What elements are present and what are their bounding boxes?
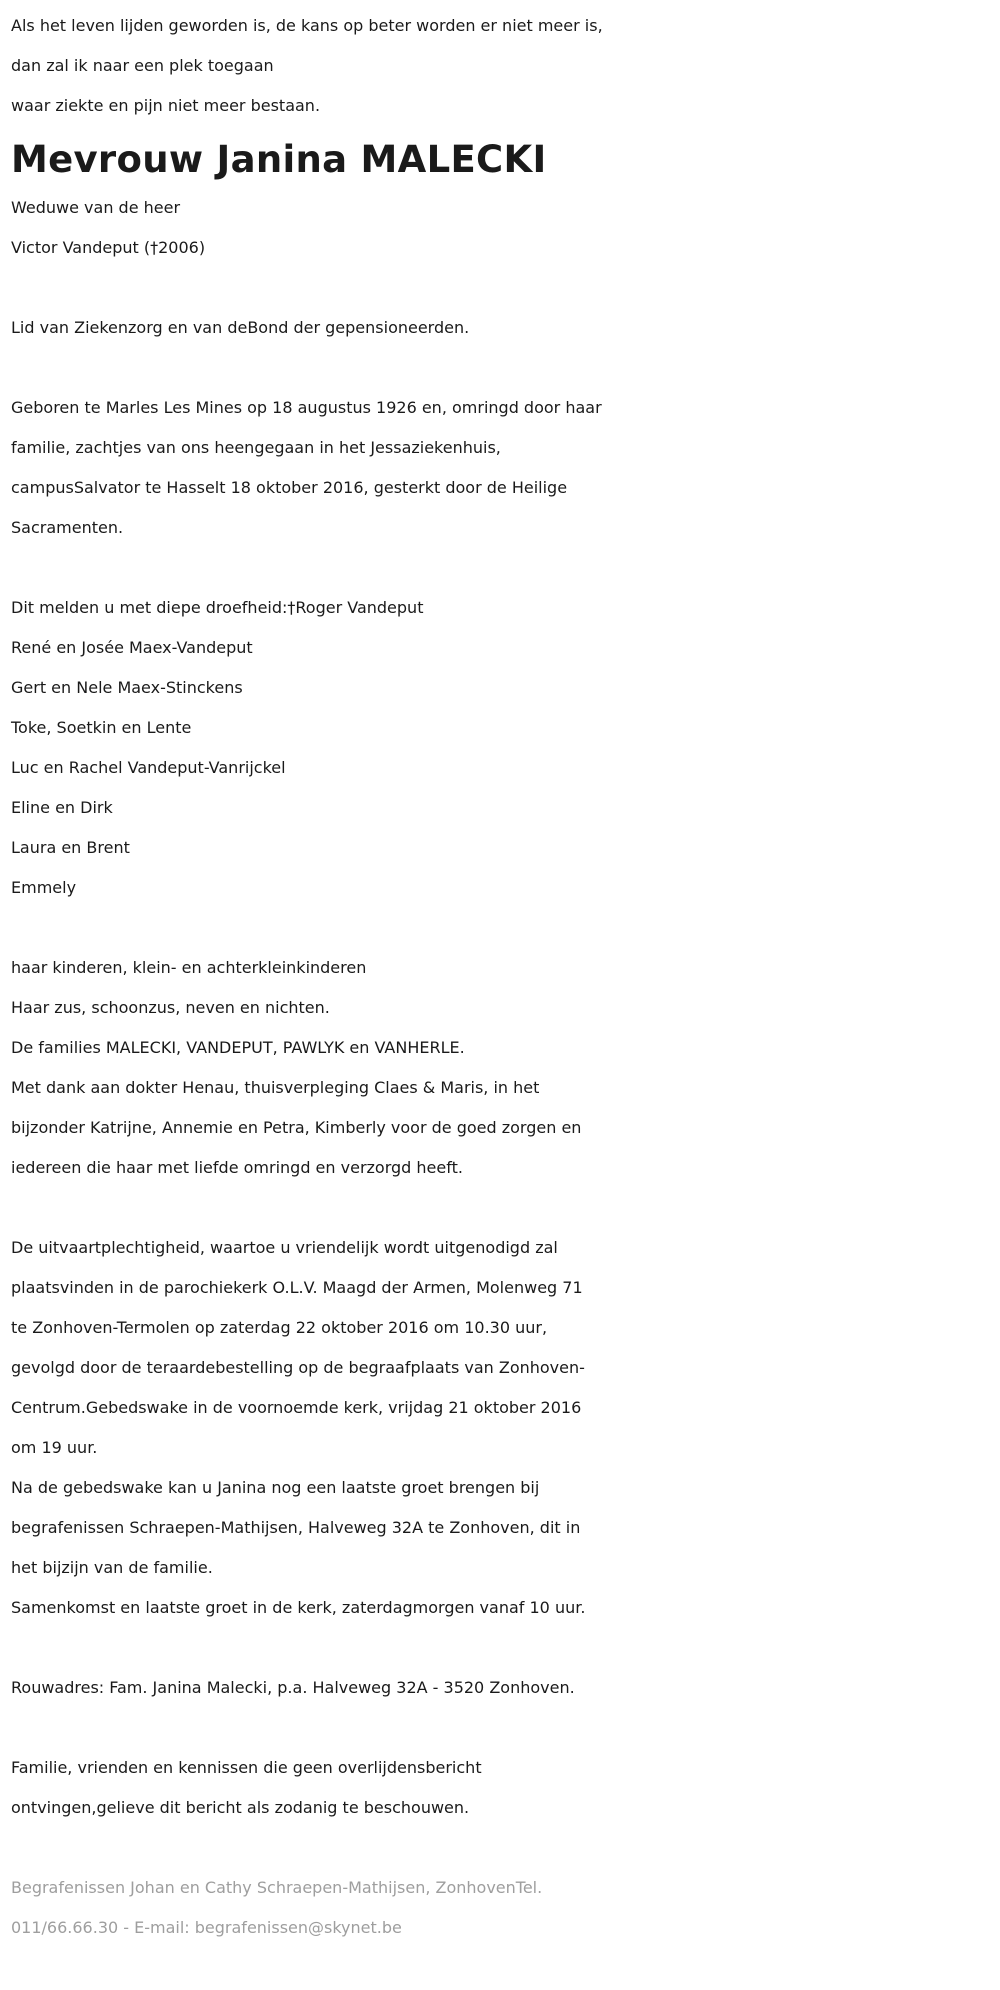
- mourner-line: Laura en Brent: [11, 838, 130, 857]
- mourner-line: Dit melden u met diepe droefheid:†Roger Vandeput: [11, 598, 424, 617]
- paragraph-line: Haar zus, schoonzus, neven en nichten.: [11, 998, 330, 1017]
- spacer: [11, 548, 996, 588]
- paragraph-line: te Zonhoven-Termolen op zaterdag 22 oktober 2016 om 10.30 uur,: [11, 1318, 548, 1337]
- poem-line: waar ziekte en pijn niet meer bestaan.: [11, 96, 321, 115]
- paragraph-line: iedereen die haar met liefde omringd en verzorgd heeft.: [11, 1158, 463, 1177]
- paragraph-line: Samenkomst en laatste groet in de kerk, zaterdagmorgen vanaf 10 uur.: [11, 1598, 586, 1617]
- widow-of-line: Weduwe van de heer: [11, 198, 181, 217]
- mourning-address: Rouwadres: Fam. Janina Malecki, p.a. Halveweg 32A - 3520 Zonhoven.: [11, 1678, 575, 1697]
- footer-line: Begrafenissen Johan en Cathy Schraepen-Mathijsen, ZonhovenTel.: [11, 1878, 543, 1897]
- spacer: [11, 1828, 996, 1868]
- paragraph-line: ontvingen,gelieve dit bericht als zodanig te beschouwen.: [11, 1798, 470, 1817]
- paragraph-line: Met dank aan dokter Henau, thuisverpleging Claes & Maris, in het: [11, 1078, 540, 1097]
- paragraph-line: het bijzijn van de familie.: [11, 1558, 213, 1577]
- paragraph-line: De families MALECKI, VANDEPUT, PAWLYK en VANHERLE.: [11, 1038, 465, 1057]
- deceased-name: Mevrouw Janina MALECKI: [11, 138, 547, 181]
- paragraph-line: plaatsvinden in de parochiekerk O.L.V. Maagd der Armen, Molenweg 71: [11, 1278, 583, 1297]
- membership: Lid van Ziekenzorg en van deBond der gepensioneerden.: [11, 318, 470, 337]
- poem-line: dan zal ik naar een plek toegaan: [11, 56, 274, 75]
- birth-death-paragraph: [11, 388, 996, 548]
- paragraph-line: begrafenissen Schraepen-Mathijsen, Halveweg 32A te Zonhoven, dit in: [11, 1518, 581, 1537]
- paragraph-line: bijzonder Katrijne, Annemie en Petra, Kimberly voor de goed zorgen en: [11, 1118, 582, 1137]
- mourner-line: Emmely: [11, 878, 77, 897]
- paragraph-line: Centrum.Gebedswake in de voornoemde kerk, vrijdag 21 oktober 2016: [11, 1398, 582, 1417]
- paragraph-line: Na de gebedswake kan u Janina nog een laatste groet brengen bij: [11, 1478, 540, 1497]
- paragraph-line: campusSalvator te Hasselt 18 oktober 2016, gesterkt door de Heilige: [11, 478, 568, 497]
- paragraph-line: Familie, vrienden en kennissen die geen overlijdensbericht: [11, 1758, 482, 1777]
- spacer: [11, 908, 996, 948]
- widow-of-line: Victor Vandeput (†2006): [11, 238, 206, 257]
- poem-line: Als het leven lijden geworden is, de kans op beter worden er niet meer is,: [11, 16, 603, 35]
- relatives-paragraph: [11, 948, 996, 1188]
- paragraph-line: gevolgd door de teraardebestelling op de begraafplaats van Zonhoven-: [11, 1358, 585, 1377]
- paragraph-line: haar kinderen, klein- en achterkleinkinderen: [11, 958, 367, 977]
- paragraph-line: Sacramenten.: [11, 518, 124, 537]
- paragraph-line: Geboren te Marles Les Mines op 18 augustus 1926 en, omringd door haar: [11, 398, 602, 417]
- mourner-line: Eline en Dirk: [11, 798, 113, 817]
- spacer: [11, 1708, 996, 1748]
- mourners-list: [11, 588, 996, 908]
- funeral-home-footer: [11, 1868, 996, 1948]
- spacer: [11, 348, 996, 388]
- paragraph-line: familie, zachtjes van ons heengegaan in het Jessaziekenhuis,: [11, 438, 501, 457]
- ceremony-paragraph: [11, 1228, 996, 1628]
- death-notice: [11, 6, 996, 1948]
- spacer: [11, 268, 996, 308]
- spacer: [11, 1628, 996, 1668]
- footer-line: 011/66.66.30 - E-mail: begrafenissen@skynet.be: [11, 1918, 402, 1937]
- widow-of: [11, 188, 996, 268]
- spacer: [11, 1188, 996, 1228]
- closing-paragraph: [11, 1748, 996, 1828]
- paragraph-line: De uitvaartplechtigheid, waartoe u vriendelijk wordt uitgenodigd zal: [11, 1238, 558, 1257]
- mourner-line: René en Josée Maex-Vandeput: [11, 638, 253, 657]
- paragraph-line: om 19 uur.: [11, 1438, 98, 1457]
- mourner-line: Gert en Nele Maex-Stinckens: [11, 678, 243, 697]
- mourner-line: Toke, Soetkin en Lente: [11, 718, 192, 737]
- poem: [11, 6, 996, 126]
- mourner-line: Luc en Rachel Vandeput-Vanrijckel: [11, 758, 286, 777]
